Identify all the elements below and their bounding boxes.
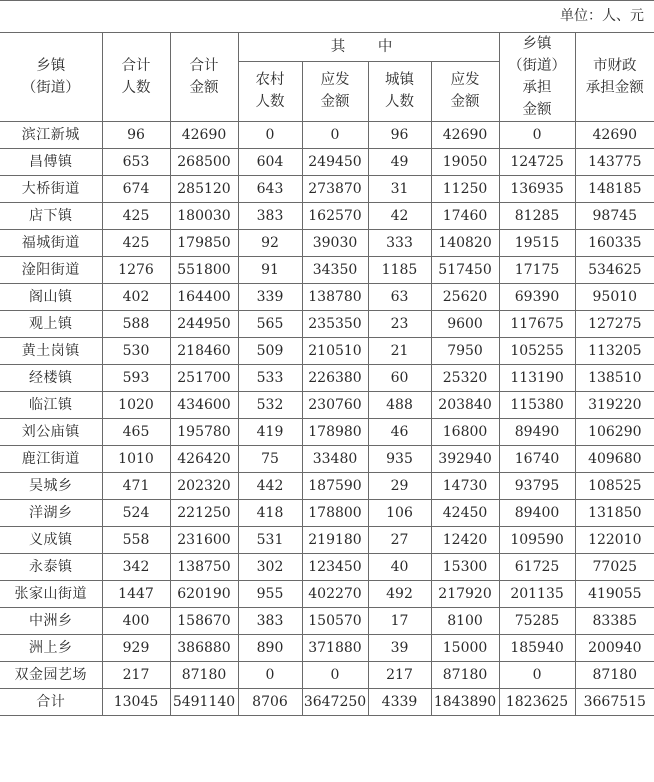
cell-total-people: 1020 [102, 392, 170, 419]
table-row [0, 608, 654, 635]
cell-town: 经楼镇 [0, 365, 102, 392]
cell-town: 淦阳街道 [0, 257, 102, 284]
header-urban-amount: 应发 金额 [431, 61, 499, 121]
cell-town-share: 89400 [499, 500, 575, 527]
cell-total-amount: 620190 [170, 581, 238, 608]
cell-total-people: 342 [102, 554, 170, 581]
cell-rural-people: 533 [238, 365, 302, 392]
cell-rural-amount: 219180 [302, 527, 368, 554]
cell-city-share: 127275 [575, 311, 654, 338]
cell-town-share: 16740 [499, 446, 575, 473]
cell-town: 黄土岗镇 [0, 338, 102, 365]
cell-total-people: 593 [102, 365, 170, 392]
cell-town-share: 1823625 [499, 689, 575, 716]
cell-total-amount: 268500 [170, 149, 238, 176]
cell-rural-amount: 226380 [302, 365, 368, 392]
cell-urban-amount: 42450 [431, 500, 499, 527]
cell-town: 滨江新城 [0, 122, 102, 149]
cell-city-share: 77025 [575, 554, 654, 581]
table-row [0, 500, 654, 527]
cell-total-amount: 164400 [170, 284, 238, 311]
cell-urban-amount: 8100 [431, 608, 499, 635]
cell-rural-amount: 34350 [302, 257, 368, 284]
cell-urban-amount: 15300 [431, 554, 499, 581]
cell-rural-people: 302 [238, 554, 302, 581]
cell-rural-people: 565 [238, 311, 302, 338]
table-row [0, 581, 654, 608]
cell-city-share: 409680 [575, 446, 654, 473]
cell-town: 张家山街道 [0, 581, 102, 608]
cell-total-amount: 138750 [170, 554, 238, 581]
cell-total-amount: 202320 [170, 473, 238, 500]
cell-total-people: 217 [102, 662, 170, 689]
cell-rural-amount: 178800 [302, 500, 368, 527]
cell-rural-amount: 162570 [302, 203, 368, 230]
cell-urban-amount: 25320 [431, 365, 499, 392]
table-row [0, 311, 654, 338]
cell-urban-amount: 16800 [431, 419, 499, 446]
cell-total-people: 1447 [102, 581, 170, 608]
cell-urban-people: 23 [368, 311, 431, 338]
cell-town-share: 115380 [499, 392, 575, 419]
cell-total-people: 929 [102, 635, 170, 662]
cell-city-share: 95010 [575, 284, 654, 311]
total-row [0, 689, 654, 716]
cell-city-share: 160335 [575, 230, 654, 257]
table-row [0, 473, 654, 500]
cell-town: 吴城乡 [0, 473, 102, 500]
cell-city-share: 200940 [575, 635, 654, 662]
cell-town-share: 0 [499, 662, 575, 689]
cell-urban-people: 217 [368, 662, 431, 689]
unit-label: 单位：人、元 [0, 0, 654, 32]
cell-town-share: 201135 [499, 581, 575, 608]
cell-total-amount: 158670 [170, 608, 238, 635]
cell-city-share: 108525 [575, 473, 654, 500]
cell-rural-amount: 138780 [302, 284, 368, 311]
cell-city-share: 106290 [575, 419, 654, 446]
table-row [0, 635, 654, 662]
cell-rural-people: 604 [238, 149, 302, 176]
cell-urban-amount: 517450 [431, 257, 499, 284]
cell-city-share: 131850 [575, 500, 654, 527]
cell-urban-amount: 15000 [431, 635, 499, 662]
cell-town-share: 124725 [499, 149, 575, 176]
header-group-of-which: 其 中 [238, 33, 499, 62]
cell-town: 昌傅镇 [0, 149, 102, 176]
cell-rural-people: 0 [238, 662, 302, 689]
cell-urban-people: 4339 [368, 689, 431, 716]
table-body [0, 122, 654, 716]
cell-total-people: 465 [102, 419, 170, 446]
cell-rural-people: 383 [238, 608, 302, 635]
cell-rural-people: 91 [238, 257, 302, 284]
cell-town: 临江镇 [0, 392, 102, 419]
cell-urban-people: 492 [368, 581, 431, 608]
cell-rural-people: 890 [238, 635, 302, 662]
cell-town-share: 0 [499, 122, 575, 149]
cell-total-people: 558 [102, 527, 170, 554]
cell-town-share: 61725 [499, 554, 575, 581]
cell-urban-amount: 87180 [431, 662, 499, 689]
cell-town-share: 109590 [499, 527, 575, 554]
header-urban-people: 城镇 人数 [368, 61, 431, 121]
cell-urban-amount: 11250 [431, 176, 499, 203]
table-row [0, 392, 654, 419]
cell-rural-people: 509 [238, 338, 302, 365]
cell-town-share: 105255 [499, 338, 575, 365]
cell-town: 阁山镇 [0, 284, 102, 311]
cell-urban-people: 31 [368, 176, 431, 203]
cell-town-share: 136935 [499, 176, 575, 203]
table-row [0, 662, 654, 689]
cell-town-share: 19515 [499, 230, 575, 257]
cell-town: 鹿江街道 [0, 446, 102, 473]
cell-urban-amount: 392940 [431, 446, 499, 473]
cell-urban-amount: 17460 [431, 203, 499, 230]
cell-town: 双金园艺场 [0, 662, 102, 689]
cell-rural-people: 8706 [238, 689, 302, 716]
cell-urban-people: 1185 [368, 257, 431, 284]
cell-rural-people: 531 [238, 527, 302, 554]
cell-city-share: 534625 [575, 257, 654, 284]
table-row [0, 554, 654, 581]
cell-urban-amount: 203840 [431, 392, 499, 419]
cell-total-people: 400 [102, 608, 170, 635]
cell-city-share: 98745 [575, 203, 654, 230]
cell-rural-amount: 210510 [302, 338, 368, 365]
cell-total-amount: 195780 [170, 419, 238, 446]
cell-town: 刘公庙镇 [0, 419, 102, 446]
cell-urban-people: 488 [368, 392, 431, 419]
cell-town-share: 89490 [499, 419, 575, 446]
table-row [0, 203, 654, 230]
cell-town-share: 17175 [499, 257, 575, 284]
cell-total-people: 13045 [102, 689, 170, 716]
cell-rural-people: 92 [238, 230, 302, 257]
cell-urban-people: 63 [368, 284, 431, 311]
header-town: 乡镇 （街道） [0, 33, 102, 122]
cell-urban-people: 96 [368, 122, 431, 149]
cell-town: 中洲乡 [0, 608, 102, 635]
cell-total-people: 471 [102, 473, 170, 500]
table-row [0, 338, 654, 365]
cell-town-share: 69390 [499, 284, 575, 311]
cell-total-people: 402 [102, 284, 170, 311]
cell-total-amount: 551800 [170, 257, 238, 284]
cell-rural-amount: 39030 [302, 230, 368, 257]
cell-total-amount: 386880 [170, 635, 238, 662]
table-row [0, 257, 654, 284]
cell-rural-amount: 150570 [302, 608, 368, 635]
cell-urban-amount: 19050 [431, 149, 499, 176]
cell-rural-amount: 249450 [302, 149, 368, 176]
cell-rural-amount: 235350 [302, 311, 368, 338]
table-row [0, 446, 654, 473]
cell-rural-amount: 178980 [302, 419, 368, 446]
cell-urban-people: 27 [368, 527, 431, 554]
cell-town: 洲上乡 [0, 635, 102, 662]
cell-rural-people: 442 [238, 473, 302, 500]
cell-urban-people: 60 [368, 365, 431, 392]
cell-city-share: 143775 [575, 149, 654, 176]
cell-town: 店下镇 [0, 203, 102, 230]
cell-urban-amount: 217920 [431, 581, 499, 608]
cell-rural-people: 643 [238, 176, 302, 203]
subsidy-table [0, 32, 654, 716]
cell-total-people: 588 [102, 311, 170, 338]
cell-urban-amount: 9600 [431, 311, 499, 338]
cell-city-share: 148185 [575, 176, 654, 203]
cell-city-share: 3667515 [575, 689, 654, 716]
cell-city-share: 113205 [575, 338, 654, 365]
cell-town-share: 117675 [499, 311, 575, 338]
cell-total-amount: 180030 [170, 203, 238, 230]
cell-rural-amount: 0 [302, 662, 368, 689]
cell-total-amount: 221250 [170, 500, 238, 527]
cell-urban-people: 17 [368, 608, 431, 635]
cell-rural-people: 339 [238, 284, 302, 311]
header-total-people: 合计 人数 [102, 33, 170, 122]
cell-urban-amount: 1843890 [431, 689, 499, 716]
cell-rural-people: 75 [238, 446, 302, 473]
header-rural-amount: 应发 金额 [302, 61, 368, 121]
cell-town: 永泰镇 [0, 554, 102, 581]
cell-urban-amount: 42690 [431, 122, 499, 149]
cell-total-amount: 426420 [170, 446, 238, 473]
cell-rural-people: 383 [238, 203, 302, 230]
cell-city-share: 419055 [575, 581, 654, 608]
cell-urban-people: 49 [368, 149, 431, 176]
header-rural-people: 农村 人数 [238, 61, 302, 121]
cell-total-people: 674 [102, 176, 170, 203]
cell-town: 洋湖乡 [0, 500, 102, 527]
cell-total-amount: 244950 [170, 311, 238, 338]
cell-town: 义成镇 [0, 527, 102, 554]
cell-rural-amount: 33480 [302, 446, 368, 473]
table-row [0, 419, 654, 446]
cell-total-amount: 5491140 [170, 689, 238, 716]
cell-urban-amount: 14730 [431, 473, 499, 500]
cell-urban-people: 42 [368, 203, 431, 230]
cell-urban-amount: 140820 [431, 230, 499, 257]
cell-total-amount: 231600 [170, 527, 238, 554]
cell-rural-amount: 402270 [302, 581, 368, 608]
cell-rural-people: 419 [238, 419, 302, 446]
cell-total-amount: 179850 [170, 230, 238, 257]
cell-rural-people: 418 [238, 500, 302, 527]
cell-town-share: 113190 [499, 365, 575, 392]
cell-urban-amount: 7950 [431, 338, 499, 365]
cell-city-share: 42690 [575, 122, 654, 149]
cell-rural-amount: 3647250 [302, 689, 368, 716]
cell-rural-amount: 123450 [302, 554, 368, 581]
cell-total-people: 425 [102, 203, 170, 230]
cell-urban-amount: 25620 [431, 284, 499, 311]
cell-total-amount: 251700 [170, 365, 238, 392]
table-row [0, 230, 654, 257]
header-town-share: 乡镇 （街道） 承担 金额 [499, 33, 575, 122]
cell-total-amount: 434600 [170, 392, 238, 419]
cell-urban-people: 333 [368, 230, 431, 257]
cell-rural-amount: 371880 [302, 635, 368, 662]
table-row [0, 365, 654, 392]
cell-rural-amount: 273870 [302, 176, 368, 203]
cell-town-share: 81285 [499, 203, 575, 230]
header-city-share: 市财政 承担金额 [575, 33, 654, 122]
cell-city-share: 138510 [575, 365, 654, 392]
cell-rural-people: 532 [238, 392, 302, 419]
cell-total-amount: 218460 [170, 338, 238, 365]
cell-urban-people: 29 [368, 473, 431, 500]
cell-town-share: 75285 [499, 608, 575, 635]
cell-total-people: 530 [102, 338, 170, 365]
cell-rural-amount: 0 [302, 122, 368, 149]
cell-city-share: 319220 [575, 392, 654, 419]
cell-total-people: 425 [102, 230, 170, 257]
table-row [0, 176, 654, 203]
cell-total-people: 524 [102, 500, 170, 527]
table-row [0, 527, 654, 554]
cell-rural-people: 0 [238, 122, 302, 149]
cell-total-amount: 87180 [170, 662, 238, 689]
cell-total-people: 1010 [102, 446, 170, 473]
cell-rural-amount: 187590 [302, 473, 368, 500]
cell-rural-people: 955 [238, 581, 302, 608]
cell-urban-people: 106 [368, 500, 431, 527]
cell-town-share: 185940 [499, 635, 575, 662]
cell-urban-amount: 12420 [431, 527, 499, 554]
header-total-amount: 合计 金额 [170, 33, 238, 122]
table-row [0, 149, 654, 176]
table-row [0, 122, 654, 149]
cell-total-people: 1276 [102, 257, 170, 284]
table-row [0, 284, 654, 311]
cell-town: 合计 [0, 689, 102, 716]
cell-total-amount: 285120 [170, 176, 238, 203]
cell-urban-people: 935 [368, 446, 431, 473]
cell-rural-amount: 230760 [302, 392, 368, 419]
cell-town-share: 93795 [499, 473, 575, 500]
cell-city-share: 122010 [575, 527, 654, 554]
cell-total-people: 96 [102, 122, 170, 149]
cell-urban-people: 40 [368, 554, 431, 581]
cell-urban-people: 21 [368, 338, 431, 365]
cell-city-share: 83385 [575, 608, 654, 635]
cell-town: 大桥街道 [0, 176, 102, 203]
cell-total-people: 653 [102, 149, 170, 176]
cell-urban-people: 39 [368, 635, 431, 662]
cell-town: 观上镇 [0, 311, 102, 338]
cell-urban-people: 46 [368, 419, 431, 446]
cell-city-share: 87180 [575, 662, 654, 689]
cell-town: 福城街道 [0, 230, 102, 257]
cell-total-amount: 42690 [170, 122, 238, 149]
